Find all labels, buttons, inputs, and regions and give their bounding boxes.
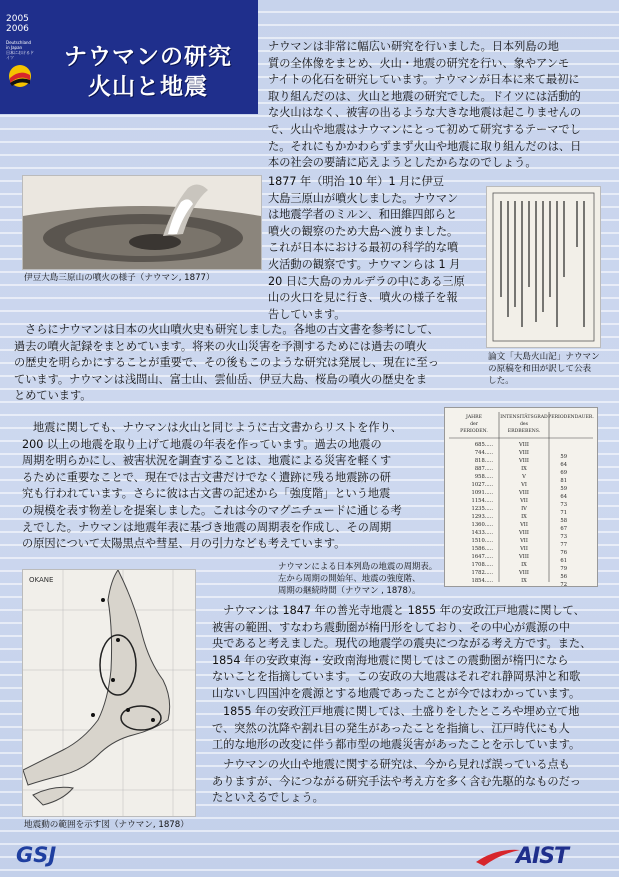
- paragraph-earthquake-history: 地震に関しても、ナウマンは火山と同じように古文書からリストを作り、 200 以上の地震を取り上げて地震の年表を作っています。過去の地震の 周期を明らかにし、被害状況を調査することは、地震による災害を軽くす るために重要なことで、現在では古文書だけでなく遺跡に残る地震跡の研 究も行われています。さらに彼は古文書の記述から「強度階」という地震 の規模を表す物差しを提案しました。これは今のマグニチュードに通じる考 えでした。ナウマンは地震年表に基づき地震の周期表を作成し、その周期 の原因について太陽黒点や彗星、月の引力なども考えています。: [22, 421, 402, 551]
- aist-logo: AIST: [516, 844, 569, 869]
- seismic-map-image: [22, 569, 196, 817]
- table-cell-intensity: V: [522, 474, 526, 480]
- table-cell-intensity: VIII: [519, 554, 529, 560]
- table-cell-intensity: VII: [520, 498, 528, 504]
- manuscript-caption: 論文「大島火山記」ナウマン の原稿を和田が訳して公表 した。: [488, 352, 600, 386]
- table-header-cell: JAHRE: [466, 415, 482, 420]
- table-cell-intensity: VIII: [519, 490, 529, 496]
- earthquake-period-table-svg: [445, 408, 597, 586]
- table-header-cell: der: [470, 422, 478, 427]
- page-title: ナウマンの研究 火山と地震: [64, 44, 232, 100]
- manuscript-text-image: [487, 187, 600, 347]
- table-cell-year: 1647.....: [471, 554, 493, 560]
- table-cell-intensity: VII: [520, 546, 528, 552]
- table-cell-intensity: VIII: [519, 450, 529, 456]
- table-cell-duration: 64: [560, 462, 567, 468]
- paragraph-eruption: 1877 年（明治 10 年）1 月に伊豆 大島三原山が噴火しました。ナウマン は地震学者のミルン、和田維四郎らと 噴火の観察のため大島へ渡りました。 これが日本における最初の科学的な噴 火活動の観察です。ナウマンらは 1 月 20 日に大島のカルデラの中にある三原 山の火口を見に行き、噴火の様子を報 告しています。: [268, 175, 465, 321]
- table-cell-duration: 61: [560, 558, 567, 564]
- table-cell-intensity: IX: [521, 514, 527, 520]
- paragraph-edo-landfill: 1855 年の安政江戸地震に関しては、土盛りをしたところや埋め立て地 で、突然の沈降や割れ目の発生があったことを指摘し、江戸時代にも人 工的な地形の改変に伴う都市型の地震災害があったことを示しています。: [212, 705, 581, 752]
- table-cell-intensity: VII: [520, 522, 528, 528]
- table-cell-duration: 72: [560, 582, 567, 586]
- table-cell-intensity: VII: [520, 538, 528, 544]
- table-cell-duration: 64: [560, 494, 567, 500]
- table-cell-year: 1091.....: [471, 490, 493, 496]
- table-header-cell: INTENSITÄTSGRAD: [500, 415, 548, 420]
- japan-seismic-map: [23, 570, 195, 816]
- table-cell-year: 958.....: [474, 474, 493, 480]
- table-cell-intensity: VIII: [519, 530, 529, 536]
- paragraph-intro: ナウマンは非常に幅広い研究を行いました。日本列島の地 質の全体像をまとめ、火山・地震の研究を行い、象やアンモ ナイトの化石を研究しています。ナウマンが日本に来て最初に 取り組んだのは、火山と地震の研究でした。ドイツには活動的 な火山はなく、被害の出るような大きな地震は起こりませんの で、火山や地震はナウマンにとって初めて研究するテーマでし た。それにもかかわらずまず火山や地震に取り組んだのは、日 本の社会の要請に応えようとしたからなのでしょう。: [268, 40, 582, 170]
- year-label: 2005 2006: [6, 14, 29, 34]
- table-cell-intensity: VIII: [519, 442, 529, 448]
- table-cell-intensity: IX: [521, 562, 527, 568]
- table-cell-duration: 77: [560, 542, 567, 548]
- table-cell-year: 1782.....: [471, 570, 493, 576]
- table-cell-duration: 69: [560, 470, 567, 476]
- table-cell-year: 1293.....: [471, 514, 493, 520]
- table-cell-year: 1586.....: [471, 546, 493, 552]
- series-note: Deutschland in Japan 日本におけるドイツ: [6, 40, 34, 60]
- table-cell-duration: 73: [560, 502, 567, 508]
- paragraph-conclusion: ナウマンの火山や地震に関する研究は、今から見れば誤っている点も ありますが、今につながる研究手法や考え方を多く含む先駆的なものだっ たといえるでしょう。: [212, 758, 581, 805]
- table-header-cell: des: [519, 422, 529, 427]
- table-cell-year: 685.....: [474, 442, 493, 448]
- table-cell-year: 1027.....: [471, 482, 493, 488]
- table-cell-year: 818.....: [474, 458, 493, 464]
- table-cell-intensity: IX: [521, 578, 527, 584]
- map-label: OKANE: [29, 576, 54, 584]
- table-cell-year: 1854.....: [471, 578, 493, 584]
- table-cell-year: 744.....: [474, 450, 493, 456]
- manuscript-image: [486, 186, 601, 348]
- volcano-caption: 伊豆大島三原山の噴火の様子（ナウマン, 1877）: [24, 273, 215, 283]
- table-cell-year: 887.....: [474, 466, 493, 472]
- table-header-cell: PERIODEN.: [460, 429, 488, 434]
- table-cell-duration: 79: [560, 566, 567, 572]
- table-cell-year: 1708.....: [471, 562, 493, 568]
- table-cell-duration: 76: [560, 550, 567, 556]
- table-cell-duration: 71: [560, 510, 567, 516]
- volcano-crater-image: [23, 176, 261, 269]
- aist-swoosh-icon: [476, 846, 520, 866]
- paragraph-eruption-history: さらにナウマンは日本の火山噴火史も研究しました。各地の古文書を参考にして、 過去の噴火記録をまとめています。将来の火山災害を予測するためには過去の噴火 の歴史を明らかにすることが重要で、その後もこのような研究は発展し、現在に至っ ています。ナウマンは浅間山、富士山、雲仙岳、伊豆大島、桜島の噴火の歴史をま とめています。: [14, 323, 439, 403]
- table-cell-duration: 56: [560, 574, 567, 580]
- earthquake-period-table: [444, 407, 598, 587]
- table-cell-duration: 67: [560, 526, 567, 532]
- table-cell-duration: 59: [560, 454, 567, 460]
- table-cell-year: 1433.....: [471, 530, 493, 536]
- table-cell-duration: 81: [560, 478, 567, 484]
- table-cell-intensity: IV: [521, 506, 527, 512]
- table-caption: ナウマンによる日本列島の地震の周期表。 左から周期の開始年、地震の強度階、 周期の継続時間（ナウマン , 1878）。: [278, 561, 438, 595]
- table-header-cell: PERIODENDAUER.: [548, 415, 594, 420]
- table-cell-year: 1154.....: [471, 498, 493, 504]
- table-cell-year: 1235.....: [471, 506, 493, 512]
- map-caption: 地震動の範囲を示す図（ナウマン, 1878）: [24, 820, 189, 830]
- table-cell-year: 1360.....: [471, 522, 493, 528]
- table-cell-year: 1510.....: [471, 538, 493, 544]
- table-cell-intensity: VIII: [519, 458, 529, 464]
- table-cell-intensity: VI: [521, 482, 527, 488]
- table-header-cell: ERDBEBENS.: [507, 429, 541, 434]
- event-logo-icon: [8, 64, 32, 88]
- table-cell-duration: 58: [560, 518, 567, 524]
- table-cell-intensity: VIII: [519, 570, 529, 576]
- gsj-logo: GSJ: [16, 843, 57, 867]
- table-cell-intensity: IX: [521, 466, 527, 472]
- paragraph-zenkoji-edo: ナウマンは 1847 年の善光寺地震と 1855 年の安政江戸地震に関して、 被害の範囲、すなわち震動圏が楕円形をしており、その中心が震源の中 央であると考えました。現代の地震学の震央につながる考え方です。また、 1854 年の安政東海・安政南海地震に関してはこの震動圏が楕円になら ないことを指摘しています。この安政の大地震はそれぞれ静岡県沖と和歌 山ないし四国沖を震源とする地震であったことが今ではわかっています。: [212, 604, 592, 700]
- table-cell-duration: 73: [560, 534, 567, 540]
- volcano-illustration: [22, 175, 262, 270]
- table-cell-duration: 59: [560, 486, 567, 492]
